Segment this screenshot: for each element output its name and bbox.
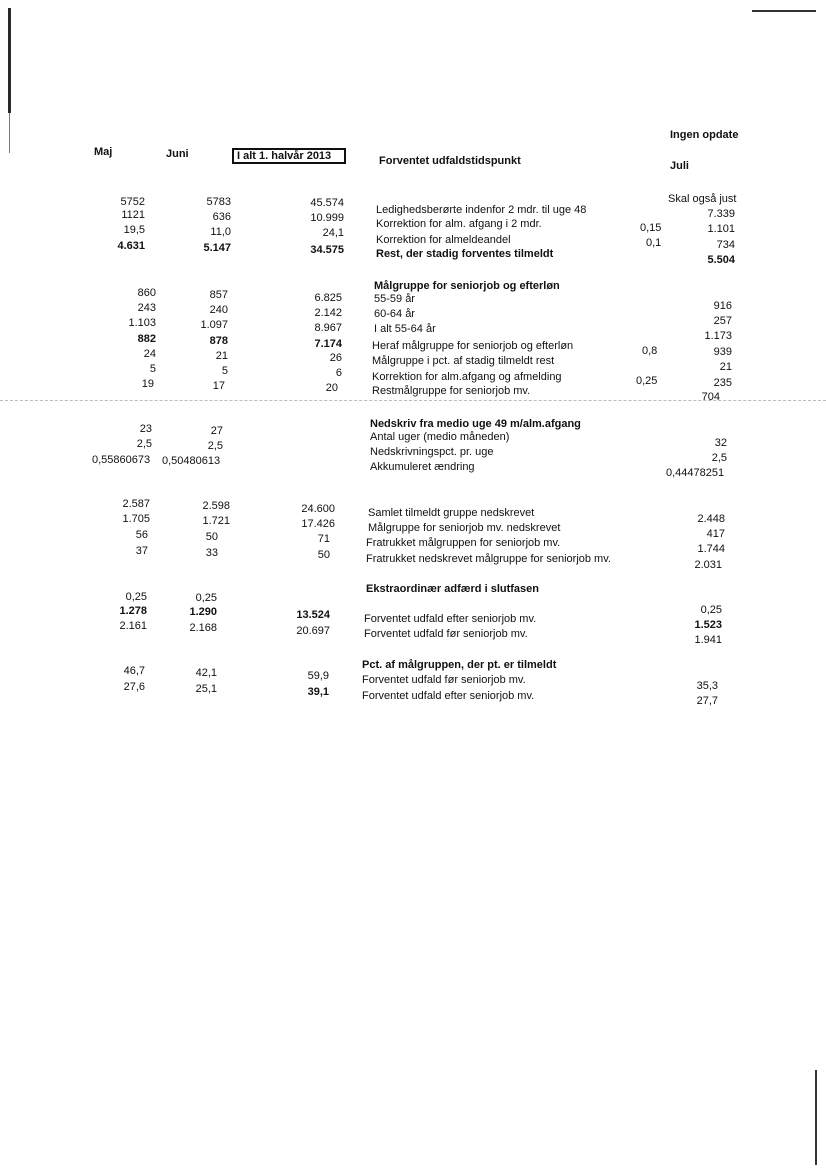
juni-value: 17 bbox=[212, 380, 225, 392]
row-label: Målgruppe for seniorjob mv. nedskrevet bbox=[368, 522, 561, 534]
pct-value: 0,25 bbox=[636, 375, 658, 387]
row-label: Forventet udfald efter seniorjob mv. bbox=[364, 613, 537, 625]
maj-value: 0,25 bbox=[125, 591, 147, 603]
row-label: Nedskrivningspct. pr. uge bbox=[370, 446, 494, 458]
maj-value: 27,6 bbox=[123, 681, 145, 693]
maj-value: 2.587 bbox=[122, 498, 150, 510]
juni-value: 42,1 bbox=[195, 667, 217, 679]
pct-value: 0,8 bbox=[642, 345, 658, 357]
pct-value: 0,1 bbox=[646, 237, 662, 249]
maj-value: 2.161 bbox=[119, 620, 147, 632]
juli-value: 0,44478251 bbox=[666, 467, 725, 479]
total-value: 71 bbox=[317, 533, 330, 545]
total-value: 2.142 bbox=[314, 307, 342, 319]
juli-value: 939 bbox=[713, 346, 732, 358]
juli-value: 35,3 bbox=[696, 680, 718, 692]
row-label: Restmålgruppe for seniorjob mv. bbox=[372, 385, 531, 397]
total-value: 17.426 bbox=[301, 518, 335, 530]
juli-value: 2,5 bbox=[711, 452, 727, 464]
total-value: 24.600 bbox=[301, 503, 335, 515]
juni-value: 5.147 bbox=[203, 242, 231, 254]
maj-value: 1.705 bbox=[122, 513, 150, 525]
juni-value: 0,25 bbox=[195, 592, 217, 604]
juni-value: 33 bbox=[205, 547, 218, 559]
header-juni: Juni bbox=[166, 148, 189, 160]
total-value: 8.967 bbox=[314, 322, 342, 334]
row-label: Målgruppe i pct. af stadig tilmeldt rest bbox=[372, 355, 555, 367]
header-maj: Maj bbox=[94, 146, 113, 158]
total-value: 6 bbox=[335, 367, 342, 379]
maj-value: 24 bbox=[143, 348, 156, 360]
juli-value: 21 bbox=[719, 361, 732, 373]
row-label: Forventet udfald efter seniorjob mv. bbox=[362, 690, 535, 702]
row-label: Ledighedsberørte indenfor 2 mdr. til uge 48 bbox=[376, 204, 587, 216]
juli-value: 704 bbox=[701, 391, 720, 403]
juni-value: 240 bbox=[209, 304, 228, 316]
juli-value: 1.523 bbox=[694, 619, 722, 631]
maj-value: 1.103 bbox=[128, 317, 156, 329]
maj-value: 5752 bbox=[120, 196, 145, 208]
section-title: Nedskriv fra medio uge 49 m/alm.afgang bbox=[370, 418, 581, 430]
juli-value: 0,25 bbox=[700, 604, 722, 616]
section-title: Ekstraordinær adfærd i slutfasen bbox=[366, 583, 539, 595]
juni-value: 2.168 bbox=[189, 622, 217, 634]
row-label: Fratrukket målgruppen for seniorjob mv. bbox=[366, 537, 561, 549]
section-title: Pct. af målgruppen, der pt. er tilmeldt bbox=[362, 659, 557, 671]
juli-value: 1.101 bbox=[707, 223, 735, 235]
juni-value: 50 bbox=[205, 531, 218, 543]
maj-value: 4.631 bbox=[117, 240, 145, 252]
total-value: 10.999 bbox=[310, 212, 344, 224]
scan-edge-mark bbox=[752, 10, 816, 12]
scan-edge-mark bbox=[9, 113, 10, 153]
total-value: 7.174 bbox=[314, 338, 342, 350]
juni-value: 2,5 bbox=[207, 440, 223, 452]
row-label: I alt 55-64 år bbox=[374, 323, 436, 335]
juli-value: 417 bbox=[706, 528, 725, 540]
maj-value: 1121 bbox=[121, 209, 145, 221]
juli-value: 734 bbox=[716, 239, 735, 251]
header-forventet: Forventet udfaldstidspunkt bbox=[379, 155, 521, 167]
maj-value: 882 bbox=[137, 333, 156, 345]
row-label: 60-64 år bbox=[374, 308, 415, 320]
maj-value: 23 bbox=[139, 423, 152, 435]
total-value: 39,1 bbox=[307, 686, 329, 698]
header-juli: Juli bbox=[670, 160, 689, 172]
row-label: 55-59 år bbox=[374, 293, 415, 305]
row-label: Fratrukket nedskrevet målgruppe for seniorjob mv. bbox=[366, 553, 611, 565]
juni-value: 25,1 bbox=[195, 683, 217, 695]
row-label: Antal uger (medio måneden) bbox=[370, 431, 510, 443]
juni-value: 2.598 bbox=[202, 500, 230, 512]
row-label: Forventet udfald før seniorjob mv. bbox=[364, 628, 528, 640]
juni-value: 27 bbox=[210, 425, 223, 437]
total-value: 20 bbox=[325, 382, 338, 394]
row-label: Forventet udfald før seniorjob mv. bbox=[362, 674, 526, 686]
row-label: Korrektion for almeldeandel bbox=[376, 234, 511, 246]
juni-value: 857 bbox=[209, 289, 228, 301]
header-ingen-opdate: Ingen opdate bbox=[670, 129, 739, 141]
juli-value: 5.504 bbox=[707, 254, 735, 266]
juli-value: 1.173 bbox=[704, 330, 732, 342]
juli-value: 1.744 bbox=[697, 543, 725, 555]
maj-value: 860 bbox=[137, 287, 156, 299]
juli-value: 235 bbox=[713, 377, 732, 389]
maj-value: 37 bbox=[135, 545, 148, 557]
total-value: 6.825 bbox=[314, 292, 342, 304]
juli-value: 2.031 bbox=[694, 559, 722, 571]
maj-value: 243 bbox=[137, 302, 156, 314]
maj-value: 19 bbox=[141, 378, 154, 390]
total-value: 45.574 bbox=[310, 197, 344, 209]
juni-value: 11,0 bbox=[210, 226, 231, 238]
juni-value: 1.721 bbox=[202, 515, 230, 527]
row-label: Korrektion for alm.afgang og afmelding bbox=[372, 371, 562, 383]
header-halvaar-box: I alt 1. halvår 2013 bbox=[232, 148, 346, 164]
total-value: 20.697 bbox=[296, 625, 330, 637]
total-value: 13.524 bbox=[296, 609, 330, 621]
juli-value: 916 bbox=[713, 300, 732, 312]
juli-value: 1.941 bbox=[694, 634, 722, 646]
juni-value: 878 bbox=[209, 335, 228, 347]
row-label: Rest, der stadig forventes tilmeldt bbox=[376, 248, 554, 260]
maj-value: 5 bbox=[149, 363, 156, 375]
row-label: Heraf målgruppe for seniorjob og efterløn bbox=[372, 340, 574, 352]
maj-value: 2,5 bbox=[136, 438, 152, 450]
row-label: Samlet tilmeldt gruppe nedskrevet bbox=[368, 507, 535, 519]
row-label: Korrektion for alm. afgang i 2 mdr. bbox=[376, 218, 542, 230]
juni-value: 636 bbox=[212, 211, 231, 223]
total-value: 26 bbox=[329, 352, 342, 364]
section-title: Målgruppe for seniorjob og efterløn bbox=[374, 280, 560, 292]
maj-value: 19,5 bbox=[123, 224, 145, 236]
juli-value: 7.339 bbox=[707, 208, 735, 220]
juli-value: 257 bbox=[713, 315, 732, 327]
total-value: 59,9 bbox=[307, 670, 329, 682]
juni-value: 5783 bbox=[206, 196, 231, 208]
maj-value: 46,7 bbox=[123, 665, 145, 677]
juni-value: 21 bbox=[215, 350, 228, 362]
header-skal-ogsaa: Skal også just bbox=[668, 193, 737, 205]
juli-value: 2.448 bbox=[697, 513, 725, 525]
row-label: Akkumuleret ændring bbox=[370, 461, 475, 473]
scan-edge-mark bbox=[815, 1070, 817, 1165]
maj-value: 1.278 bbox=[119, 605, 147, 617]
juli-value: 32 bbox=[714, 437, 727, 449]
juni-value: 5 bbox=[221, 365, 228, 377]
juli-value: 27,7 bbox=[696, 695, 718, 707]
maj-value: 0,55860673 bbox=[92, 454, 151, 466]
pct-value: 0,15 bbox=[640, 222, 662, 234]
maj-value: 56 bbox=[135, 529, 148, 541]
total-value: 24,1 bbox=[322, 227, 344, 239]
total-value: 34.575 bbox=[310, 244, 344, 256]
total-value: 50 bbox=[317, 549, 330, 561]
juni-value: 1.097 bbox=[200, 319, 228, 331]
juni-value: 0,50480613 bbox=[162, 455, 221, 467]
juni-value: 1.290 bbox=[189, 606, 217, 618]
scan-edge-mark bbox=[8, 8, 11, 113]
